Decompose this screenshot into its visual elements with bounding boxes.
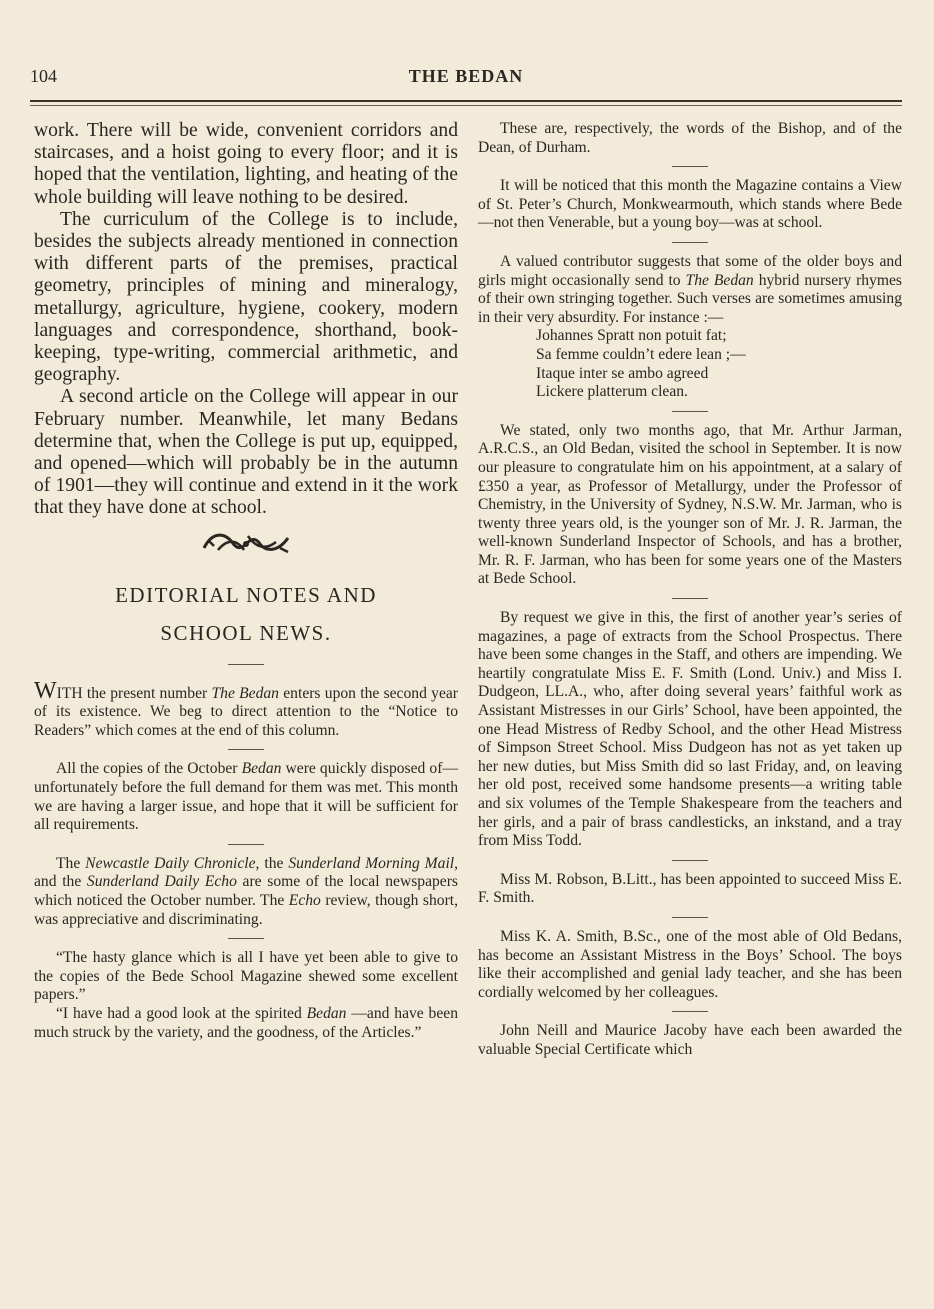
rhyme-verse xyxy=(536,327,902,401)
note-certificates: John Neill and Maurice Jacoby have each been awarded the valuable Special Certificate which xyxy=(478,1022,902,1058)
separator xyxy=(672,917,708,918)
note-robson: Miss M. Robson, B.Litt., has been appointed to succeed Miss E. F. Smith. xyxy=(478,870,902,907)
note-new-year: WITH the present number The Bedan enters upon the second year of its existence. We beg to direct attention to the “Notice to Readers” which comes at the end of this column. xyxy=(34,677,458,739)
section-title-line-1: EDITORIAL NOTES AND xyxy=(115,582,377,607)
verse-line: Itaque inter se ambo agreed xyxy=(536,364,709,382)
header-rule-thin xyxy=(30,105,902,106)
note-jarman: We stated, only two months ago, that Mr. Arthur Jarman, A.R.C.S., an Old Bedan, visited the school in September. It is now our pleasure to congratulate him on his appointment, at a salary of £350 a year, as Professor of Metallurgy, under the Professor of Chemistry, in the University of Sydney, N.S.W. Mr. Jarman, who is twenty three years old, is the younger son of Mr. J. R. Jarman, the well-known Sunderland Inspector of Schools, and has a brother, Mr. R. F. Jarman, who has been for some years one of the Masters at Bede School. xyxy=(478,421,902,588)
note-bishop-dean: These are, respectively, the words of the Bishop, and of the Dean, of Durham. xyxy=(478,120,902,156)
note-staff-changes: By request we give in this, the first of another year’s series of magazines, a page of extracts from the School Prospectus. There have been some changes in the Staff, and others are impending. We heartily congratulate Miss E. F. Smith (Lond. Univ.) and Miss I. Dudgeon, LL.A., who, after doing several years’ faithful work as Assistant Mistresses in our Girls’ School, have been appointed, the one Head Mistress of Redby School, and the other Head Mistress of Simpson Street School. Miss Dudgeon has not as yet taken up her new duties, but Miss Smith did so last Friday, and, on leaving her old post, received some handsome presents—a writing table and six volumes of the Temple Shakespeare from the teachers and her girls, and a pair of brass candlesticks, an inkstand, and a tray from Miss Todd. xyxy=(478,609,902,850)
right-column xyxy=(478,120,902,1060)
initial-letter: W xyxy=(34,677,57,704)
college-paragraph-3: A second article on the College will appear in our February number. Meanwhile, let many Bedans determine that, when the College is put up, equipped, and opened—which will probably be in the autumn of 1901—they will continue and extend in it the work that they have done at school. xyxy=(34,386,458,519)
verse-line: Sa femme couldn’t edere lean ;— xyxy=(536,345,746,363)
separator xyxy=(672,242,708,243)
quote-dean: “I have had a good look at the spirited Bedan —and have been much struck by the variety, and the goodness, of the Articles.” xyxy=(34,1004,458,1041)
separator xyxy=(672,860,708,861)
left-column xyxy=(34,120,458,1042)
note-church-view: It will be noticed that this month the Magazine contains a View of St. Peter’s Church, Monkwearmouth, which stands where Bede—not then Venerable, but a young boy—was at school. xyxy=(478,177,902,232)
quote-bishop: “The hasty glance which is all I have yet been able to give to the copies of the Bede School Magazine shewed some excellent papers.” xyxy=(34,949,458,1004)
section-title xyxy=(34,576,458,652)
note-k-smith: Miss K. A. Smith, B.Sc., one of the most able of Old Bedans, has become an Assistant Mistress in the Boys’ School. The boys like their accomplished and genial lady teacher, and she has been cordially welcomed by her colleagues. xyxy=(478,927,902,1001)
header-rule xyxy=(30,100,902,102)
separator xyxy=(672,411,708,412)
note-october-copies: All the copies of the October Bedan were quickly disposed of—unfortunately before the full demand for them was met. This month we are having a larger issue, and hope that it will be sufficient for all requirements. xyxy=(34,760,459,834)
note-nursery-rhymes: A valued contributor suggests that some of the older boys and girls might occasionally send to The Bedan hybrid nursery rhymes of their own stringing together. Such verses are sometimes amusing in their very absurdity. For instance :— xyxy=(478,252,902,326)
college-paragraph-2: The curriculum of the College is to include, besides the subjects already mentioned in connection with different parts of the premises, practical geometry, principles of mining and mineralogy, metallurgy, agriculture, hygiene, cookery, modern languages and correspondence, shorthand, book-keeping, type-writing, commercial arithmetic, and geography. xyxy=(34,208,458,386)
running-title: THE BEDAN xyxy=(408,66,524,86)
separator xyxy=(228,749,264,750)
section-title-line-2: SCHOOL NEWS. xyxy=(160,620,332,645)
page-header xyxy=(30,66,902,96)
separator xyxy=(672,598,708,599)
note-newspapers: The Newcastle Daily Chronicle, the Sunderland Morning Mail, and the Sunderland Daily Echo are some of the local newspapers which noticed the October number. The Echo review, though short, was appreciative and discriminating. xyxy=(34,854,459,928)
separator xyxy=(672,1011,708,1012)
ornament-icon xyxy=(196,528,296,558)
college-paragraph-1: work. There will be wide, convenient corridors and staircases, and a hoist going to every floor; and it is hoped that the ventilation, lighting, and heating of the whole building will leave nothing to be desired. xyxy=(34,120,458,208)
page-number: 104 xyxy=(30,66,57,86)
verse-line: Lickere platterum clean. xyxy=(536,383,688,401)
verse-line: Johannes Spratt non potuit fat; xyxy=(536,327,727,345)
separator xyxy=(228,844,264,845)
section-rule xyxy=(228,664,264,665)
separator xyxy=(228,938,264,939)
separator xyxy=(672,166,708,167)
